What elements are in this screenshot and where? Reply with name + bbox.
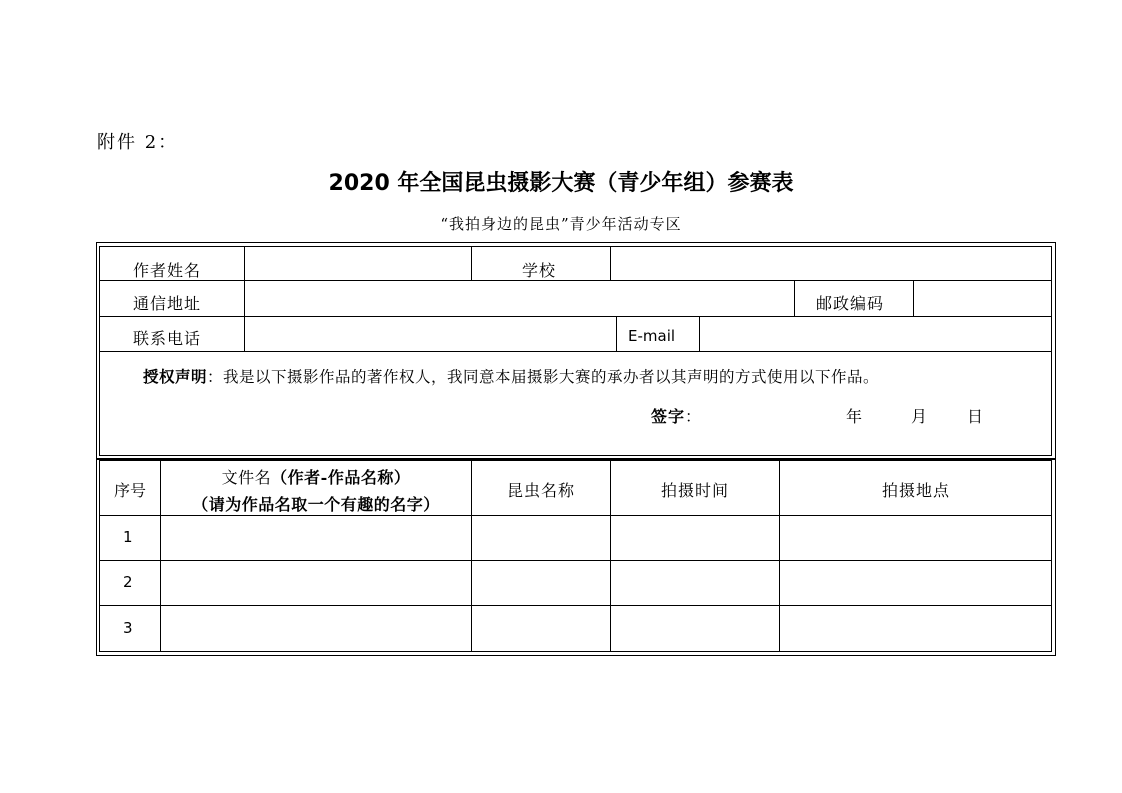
insect-name-field[interactable] bbox=[472, 516, 610, 560]
phone-field[interactable] bbox=[245, 317, 616, 351]
day-label: 日 bbox=[967, 407, 985, 426]
header-filename-plain: 文件名 bbox=[221, 468, 272, 487]
shoot-time-field[interactable] bbox=[611, 516, 779, 560]
header-index: 序号 bbox=[113, 481, 146, 500]
school-field[interactable] bbox=[611, 247, 1052, 280]
month-label: 月 bbox=[911, 407, 929, 426]
year-label: 年 bbox=[846, 407, 864, 426]
info-col-divider bbox=[471, 246, 472, 280]
postcode-label: 邮政编码 bbox=[816, 294, 885, 313]
row-index: 1 bbox=[123, 528, 134, 546]
insect-name-field[interactable] bbox=[472, 561, 610, 605]
filename-field[interactable] bbox=[161, 516, 471, 560]
header-shoot-time: 拍摄时间 bbox=[660, 481, 729, 500]
signature-label-group bbox=[651, 404, 702, 427]
insect-name-field[interactable] bbox=[472, 606, 610, 652]
header-filename-line2: （请为作品名取一个有趣的名字） bbox=[192, 495, 440, 514]
header-filename-bold: （作者-作品名称） bbox=[271, 468, 411, 487]
shoot-place-field[interactable] bbox=[780, 516, 1052, 560]
info-col-divider bbox=[616, 316, 617, 351]
postcode-field[interactable] bbox=[914, 281, 1052, 316]
author-name-label: 作者姓名 bbox=[133, 261, 202, 280]
school-label: 学校 bbox=[522, 261, 557, 280]
signature-colon: ： bbox=[685, 407, 703, 426]
address-field[interactable] bbox=[245, 281, 794, 316]
email-field[interactable] bbox=[700, 317, 1052, 351]
email-label: E-mail bbox=[628, 327, 676, 345]
filename-field[interactable] bbox=[161, 561, 471, 605]
authorization-statement bbox=[143, 365, 879, 387]
row-index: 2 bbox=[123, 573, 134, 591]
header-filename-line1 bbox=[161, 465, 471, 488]
header-shoot-place: 拍摄地点 bbox=[881, 481, 950, 500]
address-label: 通信地址 bbox=[133, 294, 202, 313]
authorization-heading: 授权声明 bbox=[143, 367, 208, 386]
shoot-place-field[interactable] bbox=[780, 606, 1052, 652]
filename-field[interactable] bbox=[161, 606, 471, 652]
form-subtitle: “我拍身边的昆虫”青少年活动专区 bbox=[440, 215, 682, 233]
authorization-text: 我是以下摄影作品的著作权人，我同意本届摄影大赛的承办者以其声明的方式使用以下作品。 bbox=[223, 368, 880, 386]
header-insect-name: 昆虫名称 bbox=[506, 481, 575, 500]
shoot-place-field[interactable] bbox=[780, 561, 1052, 605]
shoot-time-field[interactable] bbox=[611, 561, 779, 605]
signature-label: 签字 bbox=[651, 407, 686, 426]
info-row-divider bbox=[99, 351, 1052, 352]
shoot-time-field[interactable] bbox=[611, 606, 779, 652]
info-col-divider bbox=[794, 280, 795, 316]
form-title: 2020 年全国昆虫摄影大赛（青少年组）参赛表 bbox=[328, 171, 794, 196]
authorization-colon: ： bbox=[207, 368, 224, 386]
phone-label: 联系电话 bbox=[133, 329, 202, 348]
attachment-label: 附件 2： bbox=[97, 132, 179, 153]
author-name-field[interactable] bbox=[245, 247, 471, 280]
row-index: 3 bbox=[123, 619, 134, 637]
signature-field[interactable] bbox=[700, 398, 830, 428]
